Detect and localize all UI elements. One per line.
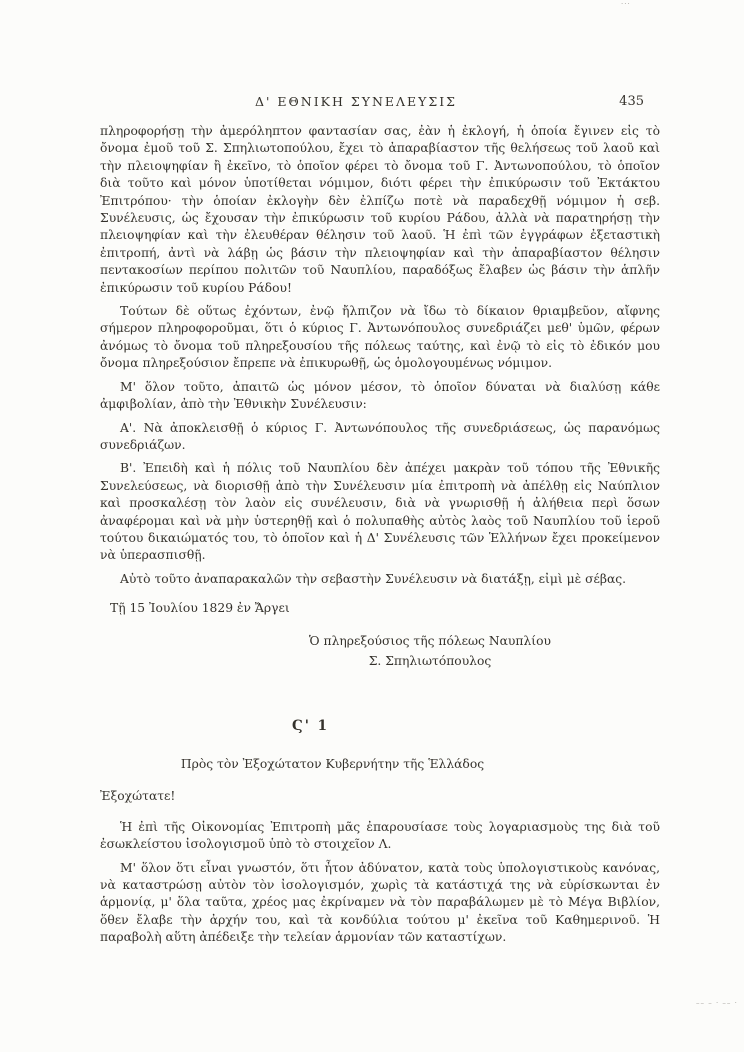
scan-artifact-bottom-right: –– – · –– · (696, 999, 738, 1007)
text-block (100, 123, 660, 947)
petition-item-a: Α'. Νὰ ἀποκλεισθῇ ὁ κύριος Γ. Ἀντωνόπουλος τῆς συνεδριάσεως, ὡς παρανόμως συνεδριάζων. (100, 420, 660, 452)
report-paragraph: Μ' ὅλον ὅτι εἶναι γνωστόν, ὅτι ἦτον ἀδύνατον, κατὰ τοὺς ὑπολογιστικοὺς κανόνας, νὰ καταστρώσῃ αὐτὸν τὸν ἰσολογισμόν, χωρὶς τὰ κατάστιχά της νὰ εὑρίσκωνται ἐν ἁρμονίᾳ, μ' ὅλα ταῦτα, χρέος μας ἐκρίναμεν νὰ τὸν παραβάλωμεν μὲ τὸ Μέγα Βιβλίον, ὅθεν ἔλαβε τὴν ἀρχήν του, καὶ τὰ κονδύλια τούτου μ' ἐκεῖνα τοῦ Καθημερινοῦ. Ἡ παραβολὴ αὕτη ἀπέδειξε τὴν τελείαν ἁρμονίαν τῶν καταστίχων. (100, 860, 660, 945)
document-heading: Πρὸς τὸν Ἐξοχώτατον Κυβερνήτην τῆς Ἑλλάδος (180, 756, 485, 771)
signature-role: Ὁ πληρεξούσιος τῆς πόλεως Ναυπλίου (309, 633, 551, 648)
petition-item-b: Β'. Ἐπειδὴ καὶ ἡ πόλις τοῦ Ναυπλίου δὲν ἀπέχει μακρὰν τοῦ τόπου τῆς Ἐθνικῆς Συνελεύσεως, νὰ διορισθῇ ἀπὸ τὴν Συνέλευσιν μία ἐπιτροπὴ νὰ ἀπέλθῃ εἰς Ναύπλιον καὶ προσκαλέσῃ τὸν λαὸν εἰς συνέλευσιν, διὰ νὰ γνωρισθῇ ἡ ἀλήθεια περὶ ὅσων ἀναφέρομαι καὶ νὰ μὴν ὑστερηθῇ καὶ ὁ πολυπαθὴς αὐτὸς λαὸς τοῦ Ναυπλίου τοῦ ἱεροῦ τούτου δικαιώματός του, τὸ ὁποῖον καὶ ἡ Δ' Συνέλευσις τῶν Ἑλλήνων ἔχει προκείμενον νὰ ὑπερασπισθῇ. (100, 461, 660, 563)
petition-closing-paragraph: Αὐτὸ τοῦτο ἀναπαρακαλῶν τὴν σεβαστὴν Συνέλευσιν νὰ διατάξῃ, εἰμὶ μὲ σέβας. (120, 571, 627, 586)
running-title: Δ' ΕΘΝΙΚΗ ΣΥΝΕΛΕΥΣΙΣ (254, 94, 458, 109)
petition-paragraph-continuation: πληροφορήσῃ τὴν ἀμερόληπτον φαντασίαν σας, ἐὰν ἡ ἐκλογή, ἡ ὁποία ἔγινεν εἰς τὸ ὄνομα ἐμοῦ τοῦ Σ. Σπηλιωτοπούλου, ἔχει τὸ ἀπαραβίαστον τῆς θελήσεως τοῦ λαοῦ καὶ τὴν πλειοψηφίαν ἢ ἐκεῖνο, τὸ ὁποῖον φέρει τὸ ὄνομα τοῦ Γ. Ἀντωνοπούλου, τὸ ὁποῖον διὰ τοῦτο καὶ μόνον ὑποτίθεται νόμιμον, διότι φέρει τὴν ἐπικύρωσιν τοῦ Ἐκτάκτου Ἐπιτρόπου· τὴν ὁποίαν ἐκλογὴν δὲν ἐλπίζω ποτὲ νὰ παραδεχθῇ νόμιμον ἡ σεβ. Συνέλευσις, ὡς ἔχουσαν τὴν ἐπικύρωσιν τοῦ κυρίου Ράδου, ἀλλὰ νὰ παρατηρήσῃ τὴν πλειοψηφίαν καὶ τὴν ἐλευθέραν θέλησιν τοῦ λαοῦ. Ἡ ἐπὶ τῶν ἐγγράφων ἐξεταστικὴ ἐπιτροπή, ἀντὶ νὰ λάβῃ ὡς βάσιν τὴν πλειοψηφίαν καὶ τὴν ἀπαραβίαστον θέλησιν πεντακοσίων περίπου πολιτῶν τοῦ Ναυπλίου, παραδόξως ἔλαβεν ὡς βάσιν τὴν ἁπλῆν ἐπικύρωσιν τοῦ κυρίου Ράδου! (100, 124, 660, 295)
page-header (100, 94, 660, 112)
signature-name: Σ. Σπηλιωτόπουλος (368, 653, 492, 668)
date-line: Τῇ 15 Ἰουλίου 1829 ἐν Ἄργει (110, 601, 290, 616)
section-marker: Ϛ' 1 (292, 717, 329, 734)
report-paragraph: Ἡ ἐπὶ τῆς Οἰκονομίας Ἐπιτροπὴ μᾶς ἐπαρουσίασε τοὺς λογαριασμοὺς της διὰ τοῦ ἐσωκλείστου ἰσολογισμοῦ ὑπὸ τὸ στοιχεῖον Λ. (100, 819, 660, 852)
signature-block (270, 631, 590, 671)
petition-paragraph: Μ' ὅλον τοῦτο, ἀπαιτῶ ὡς μόνον μέσον, τὸ ὁποῖον δύναται νὰ διαλύσῃ κάθε ἀμφιβολίαν, ἀπὸ τὴν Ἐθνικὴν Συνέλευσιν: (100, 379, 660, 412)
page-number: 435 (619, 94, 644, 109)
scan-artifact-top-right: ··· (621, 0, 631, 8)
salutation: Ἐξοχώτατε! (100, 789, 176, 804)
petition-paragraph: Τούτων δὲ οὕτως ἐχόντων, ἐνῷ ἤλπιζον νὰ ἴδω τὸ δίκαιον θριαμβεῦον, αἴφνης σήμερον πληροφοροῦμαι, ὅτι ὁ κύριος Γ. Ἀντωνόπουλος συνεδριάζει μεθ' ὑμῶν, φέρων ἀνόμως τὸ ὄνομα τοῦ πληρεξουσίου τῆς πόλεως ταύτης, καὶ ἐνῷ τὸ εἰς τὸ ἐδικόν μου ὄνομα πληρεξούσιον ἔπρεπε νὰ ἐπικυρωθῇ, ὡς ὁμολογουμένως νόμιμον. (100, 304, 660, 371)
